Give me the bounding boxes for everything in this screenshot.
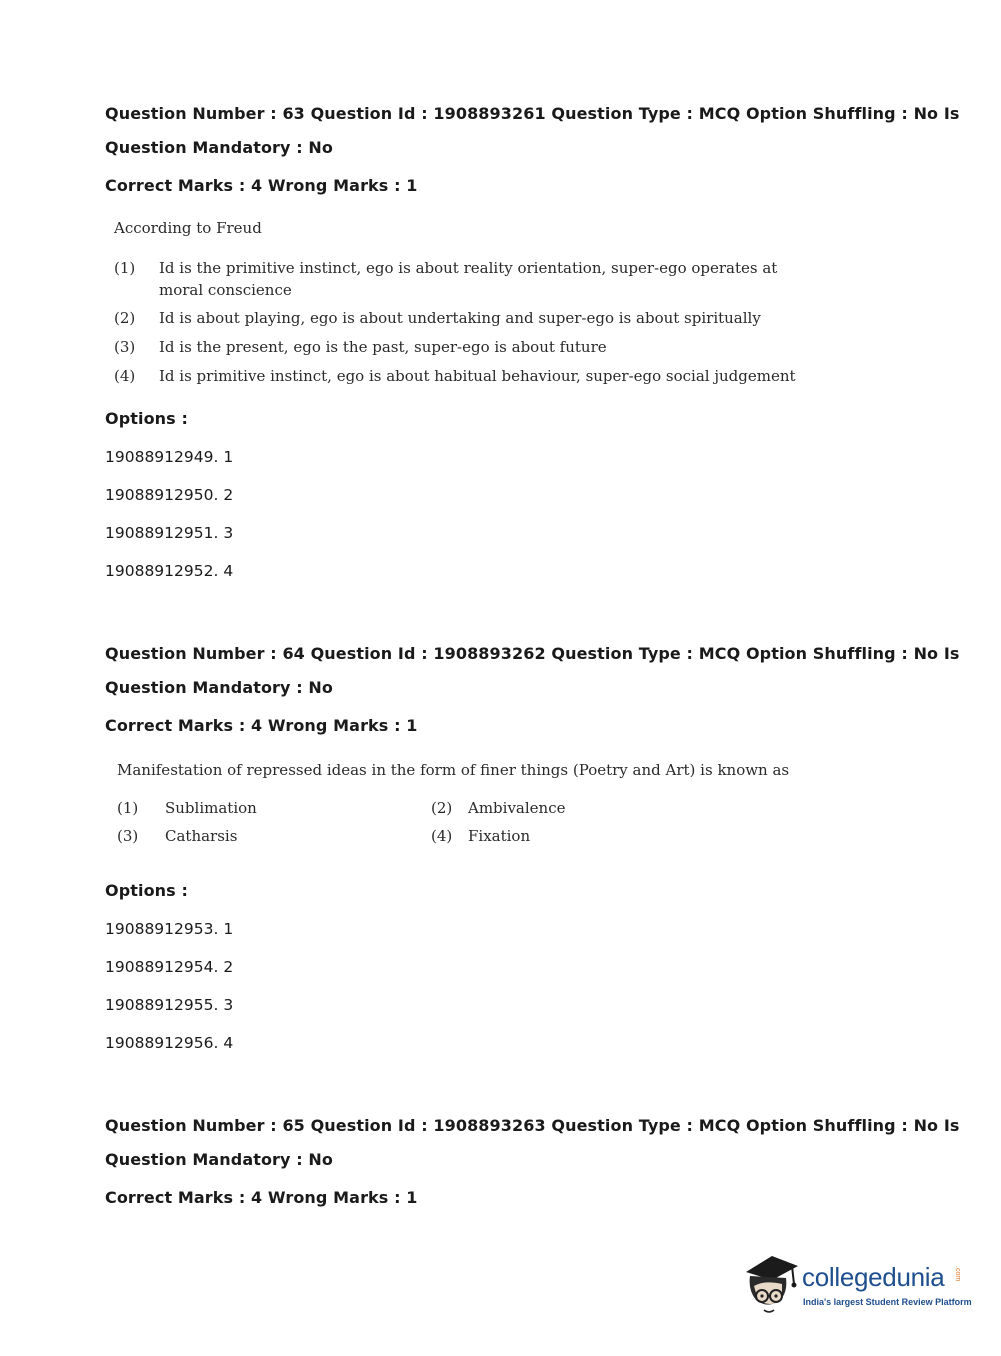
q64-option-2: 19088912954. 2 [105,958,234,976]
q63-choice-1-num: (1) [114,259,136,277]
mascot-icon [742,1250,800,1316]
q64-option-4: 19088912956. 4 [105,1034,234,1052]
q63-option-2: 19088912950. 2 [105,486,234,504]
q64-choice-3-num: (3) [117,827,139,845]
q65-header-line2: Question Mandatory : No [105,1150,333,1169]
q64-choice-2-text: Ambivalence [468,799,566,817]
q63-options-label: Options : [105,409,188,428]
q63-choice-4-text: Id is primitive instinct, ego is about habitual behaviour, super-ego social judgement [159,367,796,385]
q63-option-3: 19088912951. 3 [105,524,234,542]
q64-choice-1-text: Sublimation [165,799,257,817]
q64-choice-2-num: (2) [431,799,453,817]
q63-header-line2: Question Mandatory : No [105,138,333,157]
q64-options-label: Options : [105,881,188,900]
q64-option-1: 19088912953. 1 [105,920,234,938]
q63-option-4: 19088912952. 4 [105,562,234,580]
logo-tagline: India's largest Student Review Platform [803,1297,972,1307]
q64-header-line2: Question Mandatory : No [105,678,333,697]
q64-stem: Manifestation of repressed ideas in the form of finer things (Poetry and Art) is known as [117,761,790,779]
q64-choice-3-text: Catharsis [165,827,238,845]
q64-header-line1: Question Number : 64 Question Id : 1908893262 Question Type : MCQ Option Shuffling : No Is [105,644,960,663]
q63-stem: According to Freud [114,219,262,237]
q63-choice-1-line2: moral conscience [159,281,292,299]
q63-choice-1-line1: Id is the primitive instinct, ego is about reality orientation, super-ego operates at [159,259,778,277]
q63-choice-2-num: (2) [114,309,136,327]
q64-option-3: 19088912955. 3 [105,996,234,1014]
collegedunia-logo [742,1250,972,1320]
q63-choice-3-text: Id is the present, ego is the past, super-ego is about future [159,338,607,356]
q63-choice-2-text: Id is about playing, ego is about undertaking and super-ego is about spiritually [159,309,761,327]
q64-choice-4-text: Fixation [468,827,531,845]
q64-choice-4-num: (4) [431,827,453,845]
logo-wordmark: collegedunia [802,1262,945,1292]
q63-header-line1: Question Number : 63 Question Id : 1908893261 Question Type : MCQ Option Shuffling : No Is [105,104,960,123]
q63-choice-3-num: (3) [114,338,136,356]
q63-option-1: 19088912949. 1 [105,448,234,466]
q63-marks: Correct Marks : 4 Wrong Marks : 1 [105,176,418,195]
q63-choice-4-num: (4) [114,367,136,385]
logo-suffix: .com [954,1266,961,1282]
q64-marks: Correct Marks : 4 Wrong Marks : 1 [105,716,418,735]
q65-marks: Correct Marks : 4 Wrong Marks : 1 [105,1188,418,1207]
q64-choice-1-num: (1) [117,799,139,817]
q65-header-line1: Question Number : 65 Question Id : 1908893263 Question Type : MCQ Option Shuffling : No Is [105,1116,960,1135]
